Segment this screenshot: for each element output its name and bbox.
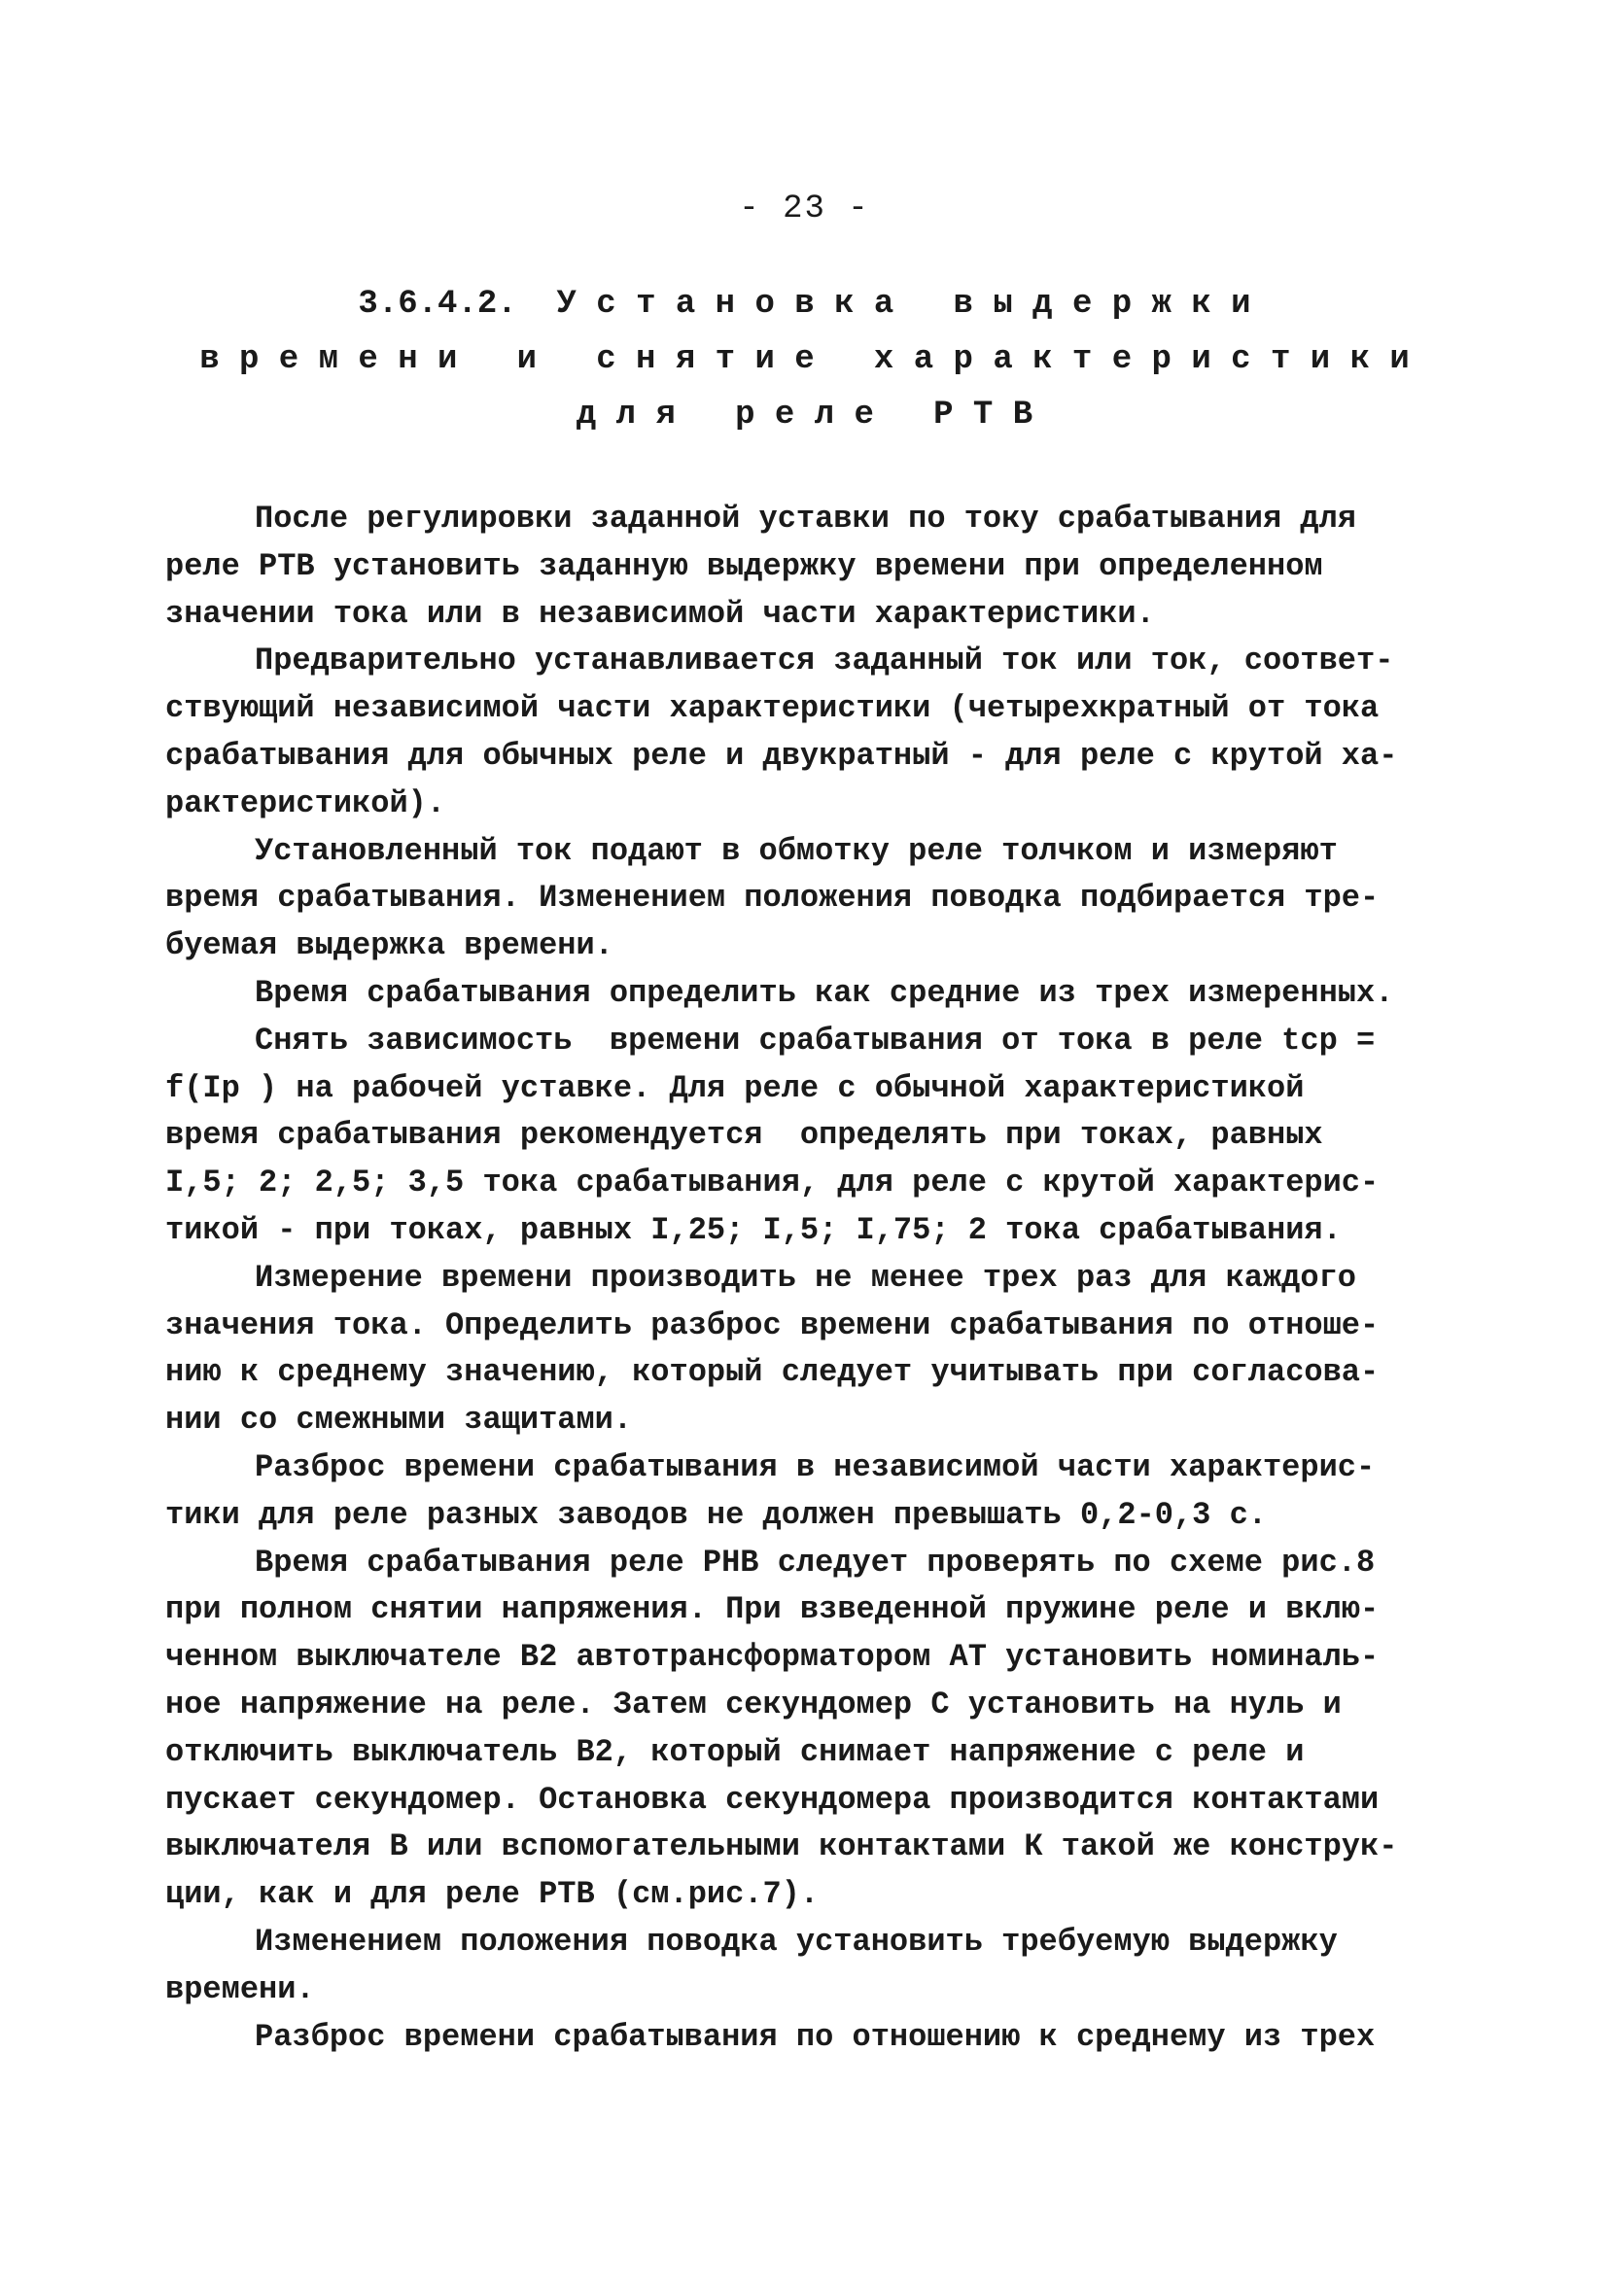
text-line: срабатывания для обычных реле и двукратный - для реле с крутой ха- <box>165 737 1398 774</box>
paragraph <box>165 2014 1468 2062</box>
paragraph <box>165 1540 1468 1919</box>
text-line: реле РТВ установить заданную выдержку времени при определенном <box>165 547 1323 584</box>
text-line: тикой - при токах, равных I,25; I,5; I,75; 2 тока срабатывания. <box>165 1211 1342 1248</box>
paragraph <box>165 828 1468 970</box>
text-line: при полном снятии напряжения. При взведенной пружине реле и вклю- <box>165 1591 1380 1628</box>
section-heading <box>0 277 1609 443</box>
text-line: Изменением положения поводка установить требуемую выдержку <box>255 1923 1338 1960</box>
text-line: f(Iр ) на рабочей уставке. Для реле с обычной характеристикой <box>165 1069 1305 1106</box>
text-line: Время срабатывания реле РНВ следует проверять по схеме рис.8 <box>255 1544 1376 1581</box>
text-line: ченном выключателе В2 автотрансформатором АТ установить номиналь- <box>165 1639 1380 1676</box>
text-line: время срабатывания рекомендуется определять при токах, равных <box>165 1117 1323 1154</box>
section-heading-line: 3.6.4.2. У с т а н о в к а в ы д е р ж к и <box>358 286 1251 323</box>
text-line: пускает секундомер. Остановка секундомера производится контактами <box>165 1781 1380 1818</box>
text-line: Предварительно устанавливается заданный ток или ток, соответ- <box>255 643 1394 679</box>
text-line: ное напряжение на реле. Затем секундомер С установить на нуль и <box>165 1686 1342 1722</box>
paragraph <box>165 1444 1468 1540</box>
page-number: - 23 - <box>739 191 870 227</box>
text-line: времени. <box>165 1970 315 2007</box>
paragraph <box>165 638 1468 827</box>
paragraph <box>165 970 1468 1018</box>
text-line: нию к среднему значению, который следует учитывать при согласова- <box>165 1354 1380 1391</box>
text-line: нии со смежными защитами. <box>165 1402 633 1439</box>
body-text <box>165 496 1468 2061</box>
text-line: рактеристикой). <box>165 784 446 821</box>
text-line: время срабатывания. Изменением положения поводка подбирается тре- <box>165 880 1380 917</box>
text-line: После регулировки заданной уставки по току срабатывания для <box>255 501 1356 537</box>
section-heading-line: д л я р е л е Р Т В <box>576 397 1033 434</box>
text-line: буемая выдержка времени. <box>165 927 613 964</box>
paragraph <box>165 1255 1468 1444</box>
text-line: Установленный ток подают в обмотку реле толчком и измеряют <box>255 832 1338 869</box>
paragraph <box>165 1919 1468 2014</box>
paragraph <box>165 1018 1468 1255</box>
text-line: значения тока. Определить разброс времени срабатывания по отноше- <box>165 1306 1380 1343</box>
text-line: значении тока или в независимой части характеристики. <box>165 595 1155 632</box>
text-line: Время срабатывания определить как средние из трех измеренных. <box>255 974 1394 1011</box>
text-line: ствующий независимой части характеристики (четырехкратный от тока <box>165 690 1380 727</box>
text-line: Измерение времени производить не менее трех раз для каждого <box>255 1259 1356 1296</box>
text-line: выключателя В или вспомогательными контактами К такой же конструк- <box>165 1828 1398 1865</box>
text-line: Разброс времени срабатывания по отношению к среднему из трех <box>255 2018 1376 2055</box>
text-line: Разброс времени срабатывания в независимой части характерис- <box>255 1448 1376 1485</box>
text-line: отключить выключатель В2, который снимает напряжение с реле и <box>165 1733 1305 1770</box>
text-line: Снять зависимость времени срабатывания от тока в реле tср = <box>255 1022 1376 1059</box>
text-line: I,5; 2; 2,5; 3,5 тока срабатывания, для реле с крутой характерис- <box>165 1165 1380 1201</box>
text-line: тики для реле разных заводов не должен превышать 0,2-0,3 с. <box>165 1496 1267 1533</box>
section-heading-line: в р е м е н и и с н я т и е х а р а к т е р и с т и к и <box>199 341 1410 378</box>
paragraph <box>165 496 1468 638</box>
text-line: ции, как и для реле РТВ (см.рис.7). <box>165 1876 820 1913</box>
